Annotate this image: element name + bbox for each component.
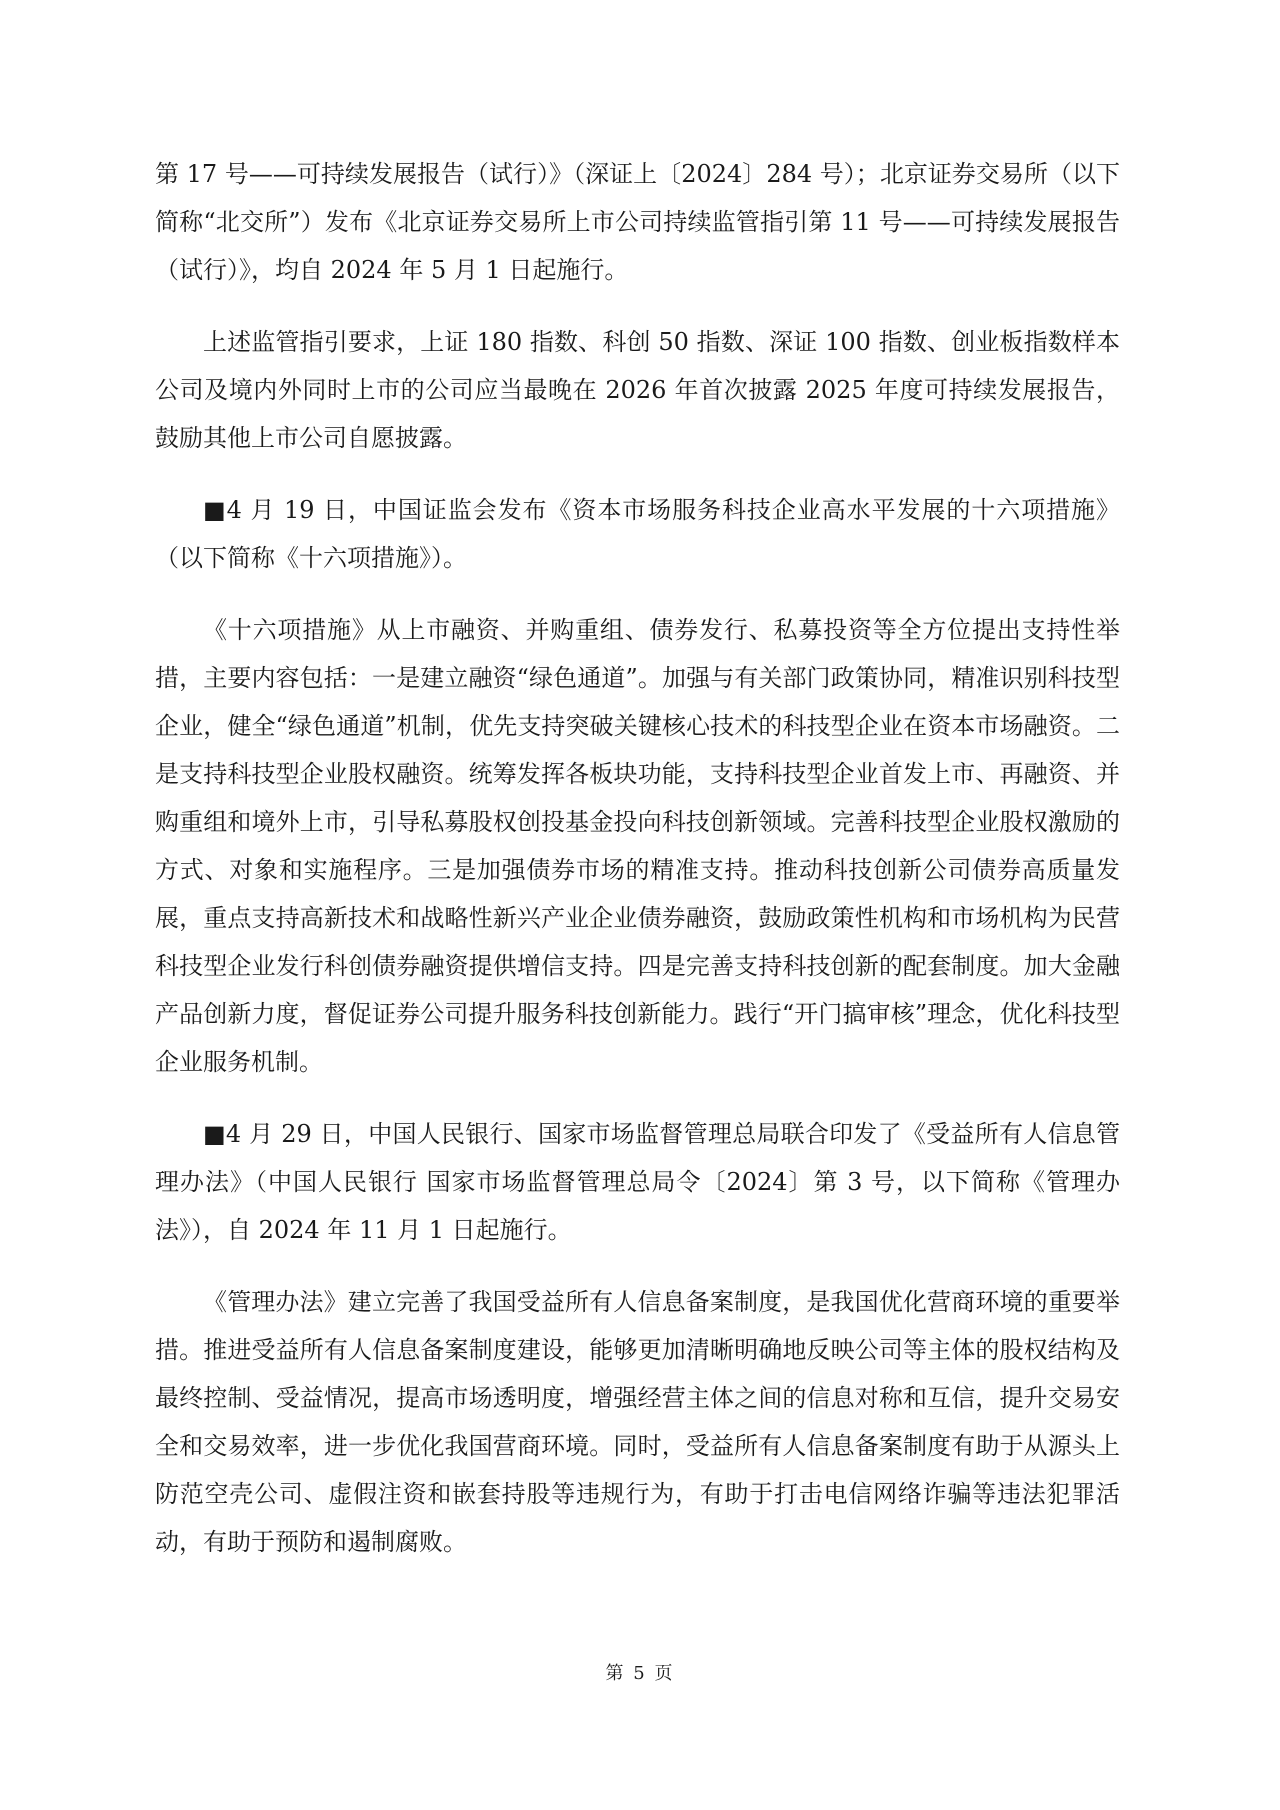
paragraph-csrc-sixteen-measures: ■4 月 19 日，中国证监会发布《资本市场服务科技企业高水平发展的十六项措施》（以下简称《十六项措施》）。 [155,496,1120,572]
paragraph-sixteen-measures-detail: 《十六项措施》从上市融资、并购重组、债券发行、私募投资等全方位提出支持性举措，主要内容包括：一是建立融资“绿色通道”。加强与有关部门政策协同，精准识别科技型企业，健全“绿色通道”机制，优先支持突破关键核心技术的科技型企业在资本市场融资。二是支持科技型企业股权融资。统筹发挥各板块功能，支持科技型企业首发上市、再融资、并购重组和境外上市，引导私募股权创投基金投向科技创新领域。完善科技型企业股权激励的方式、对象和实施程序。三是加强债券市场的精准支持。推动科技创新公司债券高质量发展，重点支持高新技术和战略性新兴产业企业债券融资，鼓励政策性机构和市场机构为民营科技型企业发行科创债券融资提供增信支持。四是完善支持科技创新的配套制度。加大金融产品创新力度，督促证券公司提升服务科技创新能力。践行“开门搞审核”理念，优化科技型企业服务机制。 [155,616,1120,1076]
paragraph-continuation: 第 17 号——可持续发展报告（试行）》（深证上〔2024〕284 号）；北京证券交易所（以下简称“北交所”）发布《北京证券交易所上市公司持续监管指引第 11 号——可持续发展报告（试行）》，均自 2024 年 5 月 1 日起施行。 [155,160,1120,284]
paragraph-disclosure-requirement: 上述监管指引要求，上证 180 指数、科创 50 指数、深证 100 指数、创业板指数样本公司及境内外同时上市的公司应当最晚在 2026 年首次披露 2025 年度可持续发展报告，鼓励其他上市公司自愿披露。 [155,328,1120,452]
paragraph-beneficial-owner-rules: ■4 月 29 日，中国人民银行、国家市场监督管理总局联合印发了《受益所有人信息管理办法》（中国人民银行 国家市场监督管理总局令〔2024〕第 3 号，以下简称《管理办法》），自 2024 年 11 月 1 日起施行。 [155,1120,1120,1244]
document-body [155,150,1120,1590]
paragraph-management-measures-detail: 《管理办法》建立完善了我国受益所有人信息备案制度，是我国优化营商环境的重要举措。推进受益所有人信息备案制度建设，能够更加清晰明确地反映公司等主体的股权结构及最终控制、受益情况，提高市场透明度，增强经营主体之间的信息对称和互信，提升交易安全和交易效率，进一步优化我国营商环境。同时，受益所有人信息备案制度有助于从源头上防范空壳公司、虚假注资和嵌套持股等违规行为，有助于打击电信网络诈骗等违法犯罪活动，有助于预防和遏制腐败。 [155,1288,1120,1556]
page-number: 第 5 页 [605,1663,675,1684]
